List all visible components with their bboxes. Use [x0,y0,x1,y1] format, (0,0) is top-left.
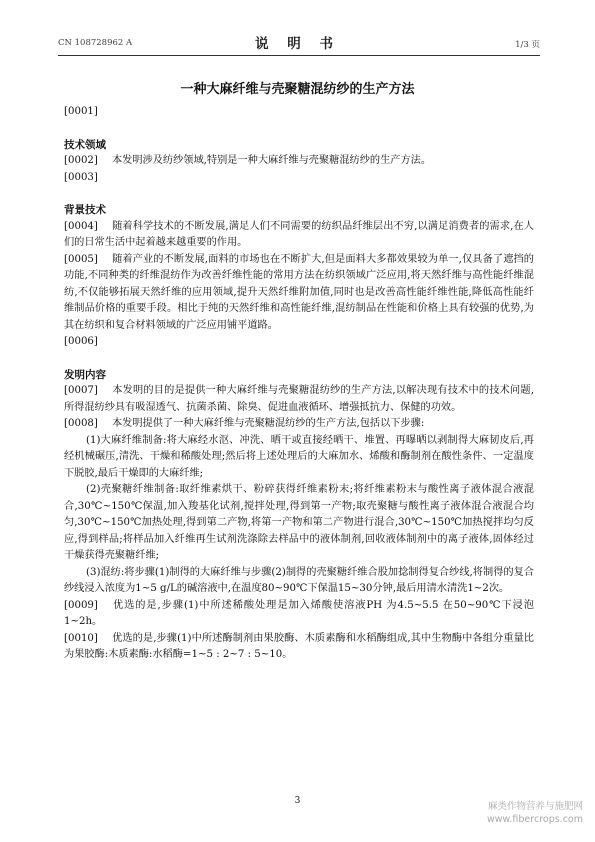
header-divider [58,55,540,56]
paragraph-number: [0002] [64,155,98,166]
watermark-name: 麻类作物营养与施肥网 [487,801,583,812]
document-id: CN 108728962 A [58,38,133,48]
paragraph-0005 [64,252,534,335]
paragraph-text: 优选的是,步骤(1)中所述酶制剂由果胶酶、木质素酶和水稻酶组成,其中生物酶中各组分重量比为果胶酶:木质素酶:水稻酶=1~5 : 2~7 : 5~10。 [64,632,534,660]
paragraph-text: 本发明涉及纺纱领域,特别是一种大麻纤维与壳聚糖混纺纱的生产方法。 [112,155,432,166]
paragraph-text: 随着科学技术的不断发展,满足人们不同需要的纺织品纤维层出不穷,以满足消费者的需求,在人们的日常生活中起着越来越重要的作用。 [64,220,534,248]
paragraph-number: [0006] [64,336,98,347]
document-body [64,104,534,664]
paragraph-number: [0001] [64,106,98,117]
paragraph-0004 [64,219,534,252]
paragraph-text: 随着产业的不断发展,面料的市场也在不断扩大,但是面料大多都效果较为单一,仅具备了遮挡的功能,不同种类的纤维混纺作为改善纤维性能的常用方法在纺织领域广泛应用,将天然纤维与高性能纤维混纺,不仅能够拓展天然纤维的应用领域,提升天然纤维附加值,同时也是改善高性能纤维性能,降低高性能纤维制品价格的重要手段。相比于纯的天然纤维和高性能纤维,混纺制品在性能和价格上具有较强的优势,为其在纺织和复合材料领域的广泛应用铺平道路。 [64,253,534,331]
paragraph-0009 [64,598,534,631]
paragraph-text: 本发明的目的是提供一种大麻纤维与壳聚糖混纺纱的生产方法,以解决现有技术中的技术问题,所得混纺纱具有吸湿透气、抗菌杀菌、除臭、促进血液循环、增强抵抗力、保健的功效。 [64,385,534,413]
step-2: (2)壳聚糖纤维制备:取纤维素烘干、粉碎获得纤维素粉末;将纤维素粉末与酸性离子液体混合液混合,30℃~150℃保温,加入羧基化试剂,搅拌处理,得到第一产物;取壳聚糖与酸性离子液体混合液混合均匀,30℃~150℃加热处理,得到第二产物,将第一产物和第二产物进行混合,30℃~150℃加热搅拌均匀反应,得到样品;将样品加入纤维再生试剂洗涤除去样品中的液体制剂,回收液体制剂中的离子液体,固体经过干燥获得壳聚糖纤维; [64,484,534,561]
header-title: 说 明 书 [255,36,340,52]
section-heading-field: 技术领域 [64,138,106,151]
paragraph-text: 本发明提供了一种大麻纤维与壳聚糖混纺纱的生产方法,包括以下步骤: [112,418,425,429]
watermark [487,800,583,826]
paragraph-number: [0004] [64,220,98,232]
paragraph-0008 [64,416,534,433]
page-number: 3 [294,796,301,806]
paragraph-number: [0003] [64,171,98,183]
paragraph-number: [0010] [64,632,98,644]
step-3: (3)混纺:将步骤(1)制得的大麻纤维与步骤(2)制得的壳聚糖纤维合股加捻制得复合纱线,将制得的复合纱线浸入浓度为1~5 g/L的碱溶液中,在温度80~90℃下保温15~30分钟,最后用清水清洗1~2次。 [64,566,534,594]
document-title: 一种大麻纤维与壳聚糖混纺纱的生产方法 [180,82,415,97]
step-1: (1)大麻纤维制备:将大麻经水沤、冲洗、晒干或直接经晒干、堆置、再曝晒以剥制得大麻韧皮后,再经机械碾压,清洗、干燥和稀酸处理;然后将上述处理后的大麻加水、烯酸和酶制剂在酸性条件、一定温度下脱胶,最后干燥即的大麻纤维; [64,434,534,479]
paragraph-text: 优选的是,步骤(1)中所述稀酸处理是加入烯酸使溶液PH 为4.5~5.5 在50~90℃下浸泡1~2h。 [64,599,534,627]
section-heading-background: 背景技术 [64,204,106,216]
paragraph-0007 [64,383,534,416]
page-indicator: 1/3 页 [515,40,540,50]
section-heading-invention: 发明内容 [64,368,106,381]
paragraph-number: [0005] [64,253,98,265]
paragraph-0010 [64,631,534,664]
paragraph-0002 [64,153,534,170]
paragraph-number: [0007] [64,385,98,396]
paragraph-number: [0008] [64,418,98,429]
watermark-url: www.fibercrops.com [486,814,583,825]
paragraph-number: [0009] [64,599,98,611]
